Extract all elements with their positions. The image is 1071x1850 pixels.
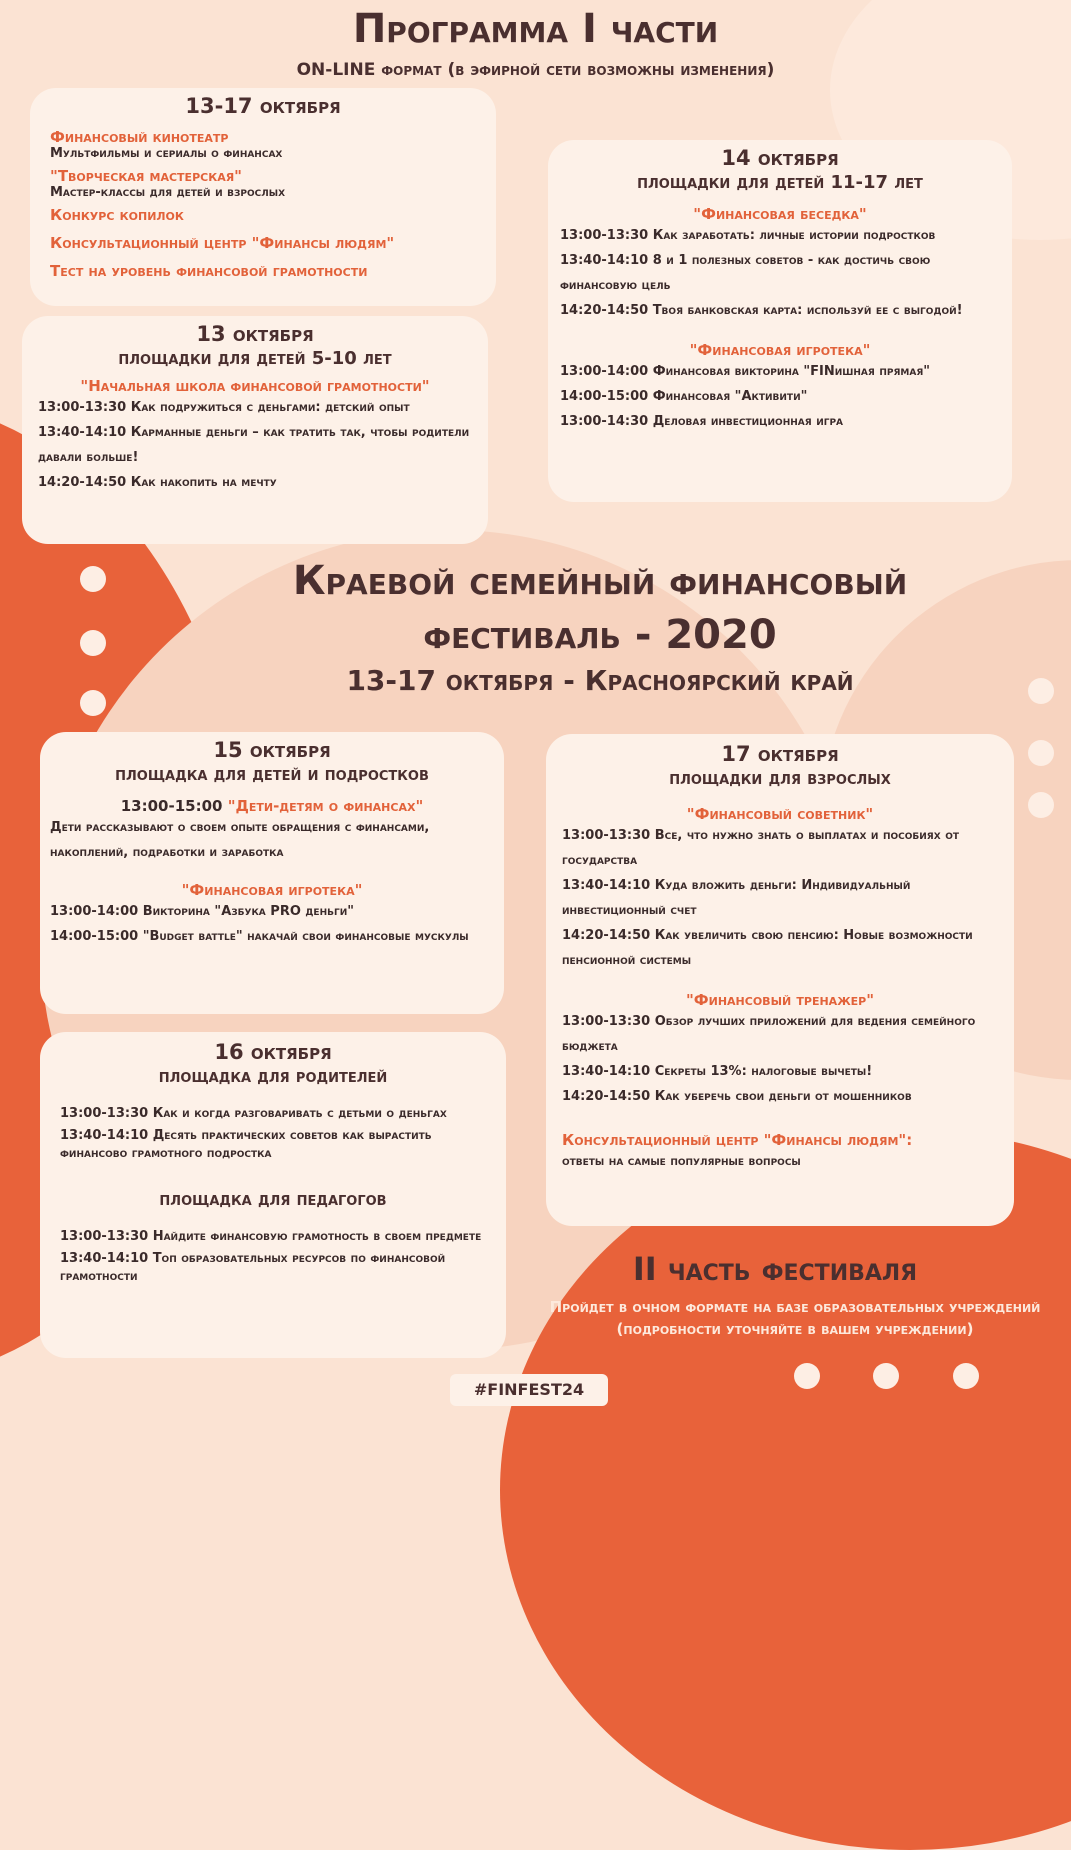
schedule-row: 13:00-14:30 Деловая инвестиционная игра bbox=[560, 414, 844, 429]
card-date: 16 октября bbox=[214, 1040, 332, 1064]
section-title-consult-center: Консультационный центр "Финансы людям": bbox=[562, 1131, 913, 1149]
item-desc-workshop: Мастер-классы для детей и взрослых bbox=[50, 185, 286, 200]
section-title: "Финансовая беседка" bbox=[693, 205, 867, 223]
card-subtitle: площадка для родителей bbox=[158, 1066, 388, 1087]
schedule-row: 13:00-13:30 Обзор лучших приложений для ведения семейного бюджета bbox=[562, 1014, 976, 1054]
card-subtitle: площадка для детей и подростков bbox=[115, 764, 429, 785]
schedule-row: 13:00-13:30 Как и когда разговаривать с детьми о деньгах bbox=[60, 1106, 447, 1121]
schedule-row: 13:00-13:30 Все, что нужно знать о выплатах и пособиях от государства bbox=[562, 828, 959, 868]
item-title-cinema: Финансовый кинотеатр bbox=[50, 128, 229, 146]
decor-dot bbox=[80, 690, 106, 716]
schedule-row: 13:40-14:10 Десять практических советов как вырастить финансово грамотного подростка bbox=[60, 1128, 432, 1161]
schedule-row: 14:00-15:00 "Budget battle" накачай свои финансовые мускулы bbox=[50, 929, 469, 944]
section-title: "Финансовый тренажер" bbox=[685, 991, 875, 1009]
page-subtitle: ON-LINE формат (в эфирной сети возможны изменения) bbox=[296, 60, 775, 80]
schedule-row: 14:00-15:00 Финансовая "Активити" bbox=[560, 389, 808, 404]
hashtag-badge: #FINFEST24 bbox=[450, 1374, 608, 1406]
card-date: 17 октября bbox=[721, 742, 839, 766]
card-17-october bbox=[546, 734, 1014, 1226]
item-title-consult-center: Консультационный центр "Финансы людям" bbox=[50, 234, 395, 252]
card-date: 15 октября bbox=[213, 738, 331, 762]
schedule-row: 13:00-13:30 Как заработать: личные истории подростков bbox=[560, 228, 936, 243]
page-title: Программа I части bbox=[352, 6, 719, 52]
decor-dot bbox=[794, 1363, 820, 1389]
schedule-row: 13:40-14:10 Секреты 13%: налоговые вычеты! bbox=[562, 1064, 873, 1079]
card-date: 13 октября bbox=[196, 322, 314, 346]
card-13-17-october bbox=[30, 88, 496, 306]
card-subtitle: площадки для взрослых bbox=[669, 768, 891, 789]
schedule-row: 14:20-14:50 Как накопить на мечту bbox=[38, 475, 277, 490]
decor-dot bbox=[80, 566, 106, 592]
item-title-piggy-contest: Конкурс копилок bbox=[50, 206, 184, 224]
schedule-row: 14:20-14:50 Как увеличить свою пенсию: Новые возможности пенсионной системы bbox=[562, 928, 973, 968]
section-title: "Финансовый советник" bbox=[686, 805, 874, 823]
part2-desc: Пройдет в очном формате на базе образовательных учреждений (подробности уточняйте в вашем учреждении) bbox=[549, 1298, 1041, 1338]
section-desc: Дети рассказывают о своем опыте обращения с финансами, накоплений, подработки и заработка bbox=[50, 820, 430, 860]
schedule-row: 14:20-14:50 Твоя банковская карта: используй ее с выгодой! bbox=[560, 303, 963, 318]
card-date: 14 октября bbox=[721, 146, 839, 170]
section-title: "Финансовая игротека" bbox=[181, 881, 363, 899]
decor-dot bbox=[873, 1363, 899, 1389]
part2-title: II часть фестиваля bbox=[632, 1250, 918, 1288]
section-title: "Финансовая игротека" bbox=[689, 341, 871, 359]
card-15-october bbox=[40, 732, 504, 1014]
card-14-october bbox=[548, 140, 1012, 502]
decor-dot bbox=[1028, 792, 1054, 818]
decor-dot bbox=[80, 630, 106, 656]
item-title-literacy-test: Тест на уровень финансовой грамотности bbox=[50, 262, 368, 280]
decor-dot bbox=[1028, 740, 1054, 766]
schedule-row: 13:00-14:00 Викторина "Азбука PRO деньги" bbox=[50, 904, 355, 919]
item-desc-cinema: Мультфильмы и сериалы о финансах bbox=[50, 146, 283, 161]
card-subtitle: площадки для детей 5-10 лет bbox=[118, 348, 392, 369]
decor-dot bbox=[953, 1363, 979, 1389]
section-time: 13:00-15:00 bbox=[120, 797, 223, 815]
item-title-workshop: "Творческая мастерская" bbox=[50, 167, 242, 185]
card-16-october bbox=[40, 1032, 506, 1358]
schedule-row: 14:20-14:50 Как уберечь свои деньги от мошенников bbox=[562, 1089, 912, 1104]
card-13-october bbox=[22, 316, 488, 544]
schedule-row: 13:40-14:10 Карманные деньги – как тратить так, чтобы родители давали больше! bbox=[38, 425, 470, 465]
schedule-row: 13:00-13:30 Как подружиться с деньгами: детский опыт bbox=[38, 400, 410, 415]
schedule-row: 13:40-14:10 8 и 1 полезных советов - как достичь свою финансовую цель bbox=[560, 253, 931, 293]
schedule-row: 13:00-13:30 Найдите финансовую грамотность в своем предмете bbox=[60, 1229, 482, 1244]
schedule-row: 13:40-14:10 Куда вложить деньги: Индивидуальный инвестиционный счет bbox=[562, 878, 911, 918]
section-title: "Начальная школа финансовой грамотности" bbox=[80, 377, 430, 395]
card-subtitle-teachers: площадка для педагогов bbox=[159, 1189, 387, 1210]
festival-dates-region: 13-17 октября - Красноярский край bbox=[346, 664, 854, 697]
card-subtitle: площадки для детей 11-17 лет bbox=[637, 172, 923, 193]
card-date: 13-17 октября bbox=[185, 94, 341, 118]
schedule-row: 13:40-14:10 Топ образовательных ресурсов по финансовой грамотности bbox=[60, 1251, 446, 1284]
festival-title-line2: фестиваль - 2020 bbox=[423, 612, 777, 658]
section-title: 13:00-15:00 "Дети-детям о финансах" bbox=[120, 797, 424, 815]
section-desc: ответы на самые популярные вопросы bbox=[562, 1154, 801, 1169]
festival-title-line1: Краевой семейный финансовый bbox=[292, 558, 908, 604]
schedule-row: 13:00-14:00 Финансовая викторина "FINишная прямая" bbox=[560, 364, 931, 379]
